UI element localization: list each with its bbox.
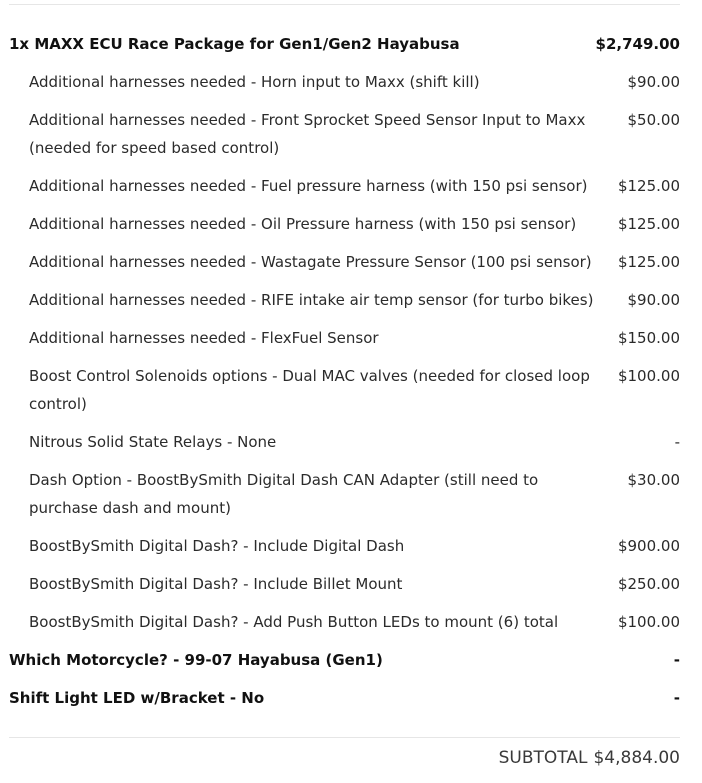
line-item-price: $125.00 bbox=[617, 177, 680, 195]
top-divider bbox=[9, 4, 680, 5]
line-item-price: $900.00 bbox=[617, 537, 680, 555]
line-item-price: $100.00 bbox=[617, 367, 680, 385]
line-item-description: 1x MAXX ECU Race Package for Gen1/Gen2 Hayabusa bbox=[9, 35, 460, 53]
line-item-description: Additional harnesses needed - Wastagate Pressure Sensor (100 psi sensor) bbox=[29, 253, 592, 271]
line-item-description: Which Motorcycle? - 99-07 Hayabusa (Gen1) bbox=[9, 651, 383, 669]
line-item-description: Additional harnesses needed - Horn input to Maxx (shift kill) bbox=[29, 73, 480, 91]
line-item-description: BoostBySmith Digital Dash? - Include Digital Dash bbox=[29, 537, 405, 555]
line-item-description: BoostBySmith Digital Dash? - Include Billet Mount bbox=[29, 575, 403, 593]
line-item-ecu-race-package bbox=[9, 30, 680, 58]
line-item-motorcycle bbox=[9, 646, 680, 674]
line-item-description: Additional harnesses needed - Fuel pressure harness (with 150 psi sensor) bbox=[29, 177, 588, 195]
line-item-price: $250.00 bbox=[617, 575, 680, 593]
line-item-price: $100.00 bbox=[617, 613, 680, 631]
line-item-price: $90.00 bbox=[627, 291, 680, 309]
line-item-description: Additional harnesses needed - RIFE intake air temp sensor (for turbo bikes) bbox=[29, 291, 594, 309]
line-item-option bbox=[9, 248, 680, 276]
line-item-description: BoostBySmith Digital Dash? - Add Push Button LEDs to mount (6) total bbox=[29, 613, 559, 631]
line-item-option bbox=[9, 286, 680, 314]
line-item-price: $2,749.00 bbox=[595, 35, 680, 53]
order-line-items bbox=[9, 30, 680, 722]
line-item-price: $30.00 bbox=[627, 471, 680, 489]
line-item-option bbox=[9, 106, 680, 162]
line-item-option bbox=[9, 608, 680, 636]
line-item-price: - bbox=[673, 651, 680, 669]
line-item-description: Additional harnesses needed - FlexFuel Sensor bbox=[29, 329, 379, 347]
line-item-price: - bbox=[674, 433, 680, 451]
line-item-option bbox=[9, 362, 680, 418]
line-item-description: Boost Control Solenoids options - Dual MAC valves (needed for closed loop control) bbox=[29, 367, 590, 413]
subtotal-value: $4,884.00 bbox=[593, 748, 680, 768]
line-item-option bbox=[9, 68, 680, 96]
line-item-option bbox=[9, 324, 680, 352]
line-item-shift-light bbox=[9, 684, 680, 712]
subtotal-label: SUBTOTAL bbox=[498, 748, 588, 768]
line-item-option bbox=[9, 210, 680, 238]
line-item-option bbox=[9, 466, 680, 522]
line-item-price: $90.00 bbox=[627, 73, 680, 91]
subtotal-divider bbox=[9, 737, 680, 738]
line-item-description: Additional harnesses needed - Front Sprocket Speed Sensor Input to Maxx (needed for speed based control) bbox=[29, 111, 586, 157]
line-item-description: Dash Option - BoostBySmith Digital Dash CAN Adapter (still need to purchase dash and mount) bbox=[29, 471, 539, 517]
line-item-option bbox=[9, 172, 680, 200]
line-item-price: $150.00 bbox=[617, 329, 680, 347]
line-item-description: Shift Light LED w/Bracket - No bbox=[9, 689, 265, 707]
line-item-price: $125.00 bbox=[617, 215, 680, 233]
line-item-option bbox=[9, 570, 680, 598]
subtotal bbox=[499, 748, 680, 768]
line-item-option bbox=[9, 428, 680, 456]
line-item-option bbox=[9, 532, 680, 560]
line-item-price: $125.00 bbox=[617, 253, 680, 271]
line-item-description: Additional harnesses needed - Oil Pressure harness (with 150 psi sensor) bbox=[29, 215, 577, 233]
line-item-description: Nitrous Solid State Relays - None bbox=[29, 433, 277, 451]
line-item-price: - bbox=[673, 689, 680, 707]
line-item-price: $50.00 bbox=[627, 111, 680, 129]
